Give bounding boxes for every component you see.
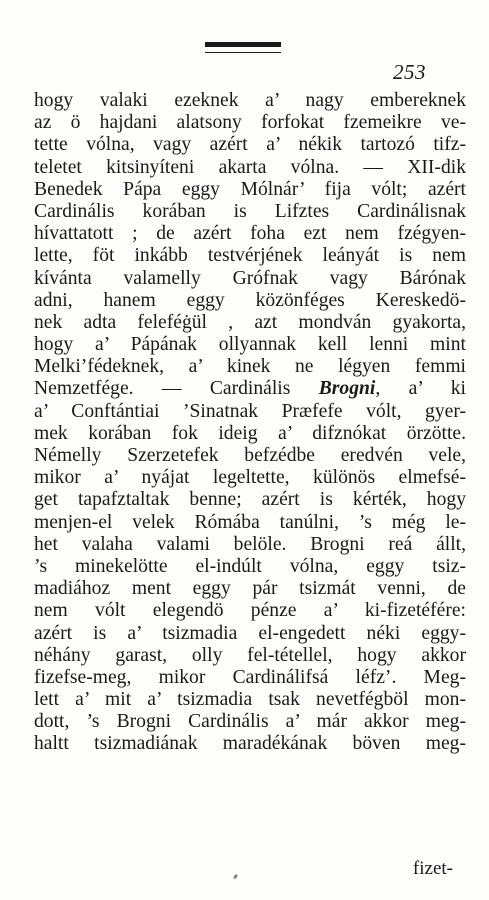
text-line: haltt tsizmadiának maradékának böven meg- — [34, 733, 466, 755]
emphasized-name: Brogni — [318, 378, 376, 400]
text-line: Nemzetfége. — Cardinális Brogni, a’ ki — [34, 378, 466, 400]
text-line: Benedek Pápa eggy Mólnár’ fija vólt; azért — [34, 178, 466, 200]
text-line: hogy a’ Pápának ollyannak kell lenni mint — [34, 334, 466, 356]
text-line: kívánta valamelly Grófnak vagy Bárónak — [34, 267, 466, 289]
text-line: lette, föt inkább testvérjének leányát is nem — [34, 245, 466, 267]
text-line: mek korában fok ideig a’ difznókat örzötte. — [34, 422, 466, 444]
text-line: ’s minekelötte el-indúlt vólna, eggy tsiz- — [34, 555, 466, 577]
text-line: fizefse-meg, mikor Cardinálifsá léfz’. Meg- — [34, 666, 466, 688]
header-rule-thick — [205, 42, 281, 47]
text-line: néhány garast, olly fel-tétellel, hogy akkor — [34, 644, 466, 666]
text-line: Cardinális korában is Lifztes Cardinálisnak — [34, 200, 466, 222]
text-line: Melki’fédeknek, a’ kinek ne légyen femmi — [34, 356, 466, 378]
header-rule-thin — [205, 52, 281, 53]
catchword: fizet- — [412, 858, 453, 879]
text-line: azért is a’ tsizmadia el-engedett néki eggy- — [34, 622, 466, 644]
text-line: nek adta feleféġül , azt mondván gyakorta, — [34, 311, 466, 333]
text-line: het valaha valami belöle. Brogni reá állt, — [34, 533, 466, 555]
text-line: teletet kitsinyíteni akarta vólna. — XII-dik — [34, 156, 466, 178]
text-line: az ö hajdani alatsony forfokat fzemeikre ve- — [34, 112, 466, 134]
ink-speck — [233, 872, 239, 880]
text-line: menjen-el velek Rómába tanúlni, ’s még le- — [34, 511, 466, 533]
text-line: get tapafztaltak benne; azért is kérték, hogy — [34, 489, 466, 511]
text-line: mikor a’ nyájat legeltette, különös elmefsé- — [34, 467, 466, 489]
text-line: adni, hanem eggy közönféges Kereskedö- — [34, 289, 466, 311]
text-line: Némelly Szerzetefek befzédbe eredvén vele, — [34, 445, 466, 466]
text-line: tette vólna, vagy azért a’ nékik tartozó tifz- — [34, 134, 466, 156]
body-text — [34, 90, 466, 756]
text-line: dott, ’s Brogni Cardinális a’ már akkor meg- — [34, 711, 466, 733]
text-line: lett a’ mit a’ tsizmadia tsak nevetfégböl mon- — [34, 689, 466, 711]
text-line: nem vólt elegendö pénze a’ ki-fizetéfére: — [34, 600, 466, 622]
text-line: hívattatott ; de azért foha ezt nem fzégyen- — [34, 223, 466, 245]
text-line: madiához ment eggy pár tsizmát venni, de — [34, 578, 466, 600]
page-number: 253 — [393, 60, 426, 84]
text-line: a’ Conftántiai ’Sinatnak Præfefe vólt, gyer- — [34, 400, 466, 422]
text-line: hogy valaki ezeknek a’ nagy embereknek — [34, 90, 466, 111]
